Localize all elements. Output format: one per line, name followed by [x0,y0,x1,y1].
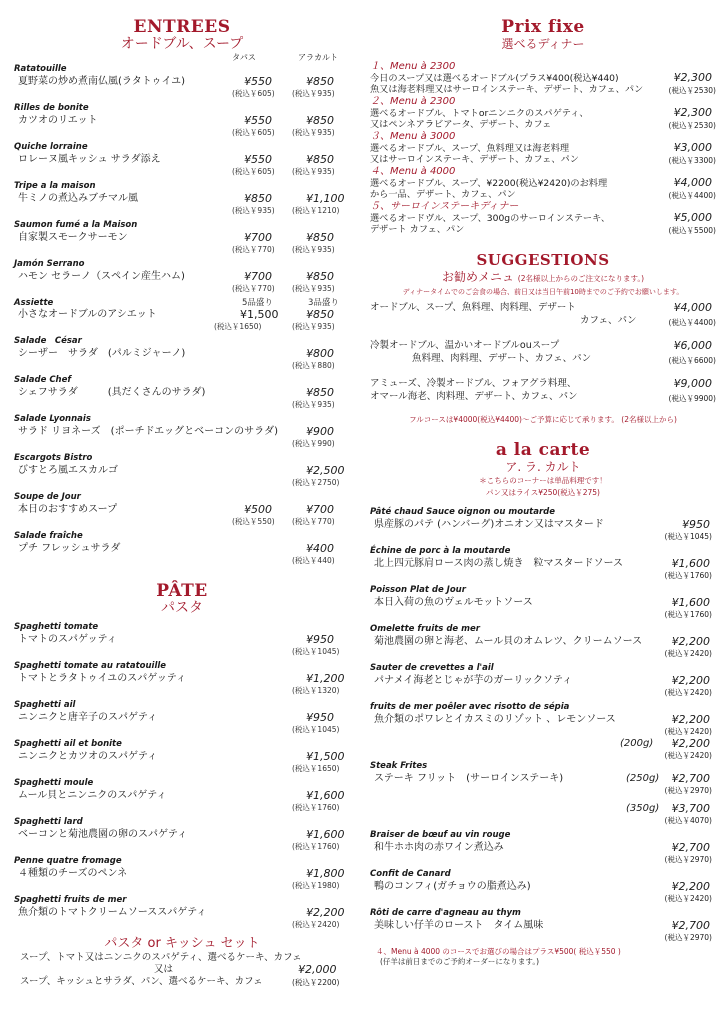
suggestions-subtitle: お勧めメニュ (2名様以上からのご注文になります。) [441,270,645,284]
entree-item-price-tapas: ¥850 [244,192,272,205]
carte-item-fr: Rôti de carre d'agneau au thym [370,908,521,918]
carte-item-fr: Échine de porc à la moutarde [370,546,511,556]
pate-item-price: ¥2,200 [306,906,345,919]
assiette-tax: (税込￥1650) (税込￥935) [214,322,335,331]
suggestion-line-1: 冷製オードブル、温かいオードブルouスープ ¥6,000 [370,339,712,352]
prix-menu-line: 又はサーロインステーキ、デザート、カフェ、パン (税込￥3300) [370,154,716,165]
entree-single-jp: シェフサラダ (具だくさんのサラダ) [18,387,206,398]
pate-item-price: ¥1,800 [306,867,345,880]
pate-item-jp: トマトとラタトゥイユのスパゲッティ [18,673,187,684]
pate-item-tax: (税込￥1320) [292,686,340,695]
carte-item [370,880,716,894]
steak-tax-350: (税込￥4070) [664,816,712,825]
pate-item-price: ¥1,200 [306,672,345,685]
alacarte-note-1: ＊こちらのコーナーは単品料理です！ [479,476,607,485]
pate-item-fr: Spaghetti lard [14,817,83,827]
fraiche-item-jp: プチ フレッシュサラダ [18,543,121,554]
pate-item-fr: Spaghetti moule [14,778,94,788]
set-price: ¥2,000 [298,963,337,976]
pate-item [14,828,350,842]
steak-row-350: (350g) ¥3,700 [626,802,710,815]
entree-item-jp: 牛ミノの煮込みブチマル風 [18,193,138,204]
carte-item-tax: (税込￥2420) [664,649,712,658]
pate-item-tax: (税込￥2420) [292,920,340,929]
carte-item [370,518,716,532]
entree-single-tax: (税込￥2750) [292,478,340,487]
entrees-list [14,64,350,570]
pate-item-price: ¥950 [306,711,334,724]
fraiche-item-price: ¥400 [306,542,334,555]
carte-item-jp: 魚介類のポワレとイカスミのリゾット 、レモンソース [374,714,616,725]
suggestion-tax: (税込￥6600) [668,356,716,365]
pate-item-price: ¥1,600 [306,828,345,841]
pate-subtitle: パスタ [161,600,203,616]
pate-item [14,672,350,686]
carte-item-tax: (税込￥2420) [664,894,712,903]
prix-menu-line: 選べるオードブル、スープ、魚料理又は海老料理 ¥3,000 [370,141,712,154]
steak-tax-200: (税込￥2420) [664,751,712,760]
steak-price-200: ¥2,200 [671,737,710,750]
entree-single [14,464,350,478]
suggestion-price: ¥4,000 [673,301,712,314]
entree-item-fr: Saumon fumé a la Maison [14,220,138,230]
entree-item-price-tapas: ¥550 [244,153,272,166]
fraiche-item-tax: (税込￥440) [292,556,335,565]
carte-item [370,596,716,610]
carte-item-fr: Omelette fruits de mer [370,624,480,634]
fraiche-item-fr: Salade fraîche [14,531,83,541]
pate-item-fr: Spaghetti ail et bonite [14,739,122,749]
assiette-fr: Assiette [14,298,54,308]
entrees-subtitle: オードブル、スープ [120,36,244,52]
prix-fixe-subtitle: 選べるディナー [501,37,585,51]
pate-item [14,711,350,725]
carte-item-jp: 県産豚のパテ (ハンバーグ)オニオン又はマスタード [374,519,604,530]
entree-item-price-alacarte: ¥850 [306,270,334,283]
entree-single [14,425,350,439]
prix-menu-line: 今日のスープ又は選べるオードブル(プラス¥400(税込¥440) ¥2,300 [370,71,712,84]
prix-menu-price: ¥5,000 [673,211,712,224]
pate-item-jp: ニンニクと唐辛子のスパゲティ [18,712,158,723]
pate-item-price: ¥1,600 [306,789,345,802]
pate-item-jp: ベーコンと菊池農園の卵のスパゲティ [18,829,188,840]
entree-single-price: ¥800 [306,347,334,360]
pate-item-tax: (税込￥1760) [292,842,340,851]
assiette-quantities: 5品盛り 3品盛り [242,298,339,308]
entree-single-fr: Salade César [14,336,82,346]
prix-menu-line: デザート カフェ、パン (税込￥5500) [370,224,716,235]
set-line-1: スープ、トマト又はニンニクのスパゲティ、選べるケーキ、カフェ [20,952,302,963]
entree-item-tax: (税込￥770) (税込￥935) [232,284,335,293]
entree-item-price-alacarte: ¥850 [306,231,334,244]
prix-menu-line: 選べるオードブル、トマトorニンニクのスパゲティ、 ¥2,300 [370,106,712,119]
carte-item-tax: (税込￥1045) [664,532,712,541]
prix-menu-head: ４、Menu à 4000 [370,166,456,177]
soupe-item-jp: 本日のおすすめスープ [18,504,118,515]
carte-item-price: ¥950 [682,518,710,531]
prix-menu-tax: (税込￥5500) [668,226,716,235]
prix-menu-tax: (税込￥2530) [668,86,716,95]
entrees-title: ENTREES [133,17,231,37]
entree-single-fr: Escargots Bistro [14,453,93,463]
alacarte-foot-2: (仔羊は前日までのご予約オーダーになります。) [380,957,540,966]
carte-item-price: ¥2,200 [671,880,710,893]
pate-list [14,622,350,934]
entree-item-tax: (税込￥605) (税込￥935) [232,89,335,98]
entree-item-price-alacarte: ¥850 [306,114,334,127]
prix-menu-head: ５、サーロインステーキディナー [370,201,519,212]
carte-item [370,557,716,571]
entree-single [14,347,350,361]
entree-item-fr: Rilles de bonite [14,103,89,113]
pate-item [14,867,350,881]
carte-item-jp: 和牛ホホ肉の赤ワイン煮込み [374,842,504,853]
pate-item-fr: Spaghetti tomate [14,622,99,632]
suggestion-line-2: オマール海老、肉料理、デザート、カフェ、パン (税込￥9900) [370,391,716,403]
carte-item-fr: Sauter de crevettes a l'ail [370,663,494,673]
prix-menu-tax: (税込￥2530) [668,121,716,130]
entree-item-price-tapas: ¥700 [244,270,272,283]
suggestions-title: SUGGESTIONS [476,251,610,269]
pate-item-jp: ４種類のチーズのペンネ [18,868,128,879]
carte-item-jp: 鴨のコンフィ(ガチョウの脂煮込み) [374,881,531,892]
entree-item-fr: Tripe a la maison [14,181,96,191]
carte-item-price: ¥2,200 [671,635,710,648]
prix-menu-tax: (税込￥4400) [668,191,716,200]
full-course-note: フルコースは¥4000(税込¥4400)～ご予算に応じて承ります。 (2名様以上から) [409,415,677,424]
entree-single [14,386,350,400]
entrees-column-header [14,52,350,64]
entree-single-price: ¥2,500 [306,464,345,477]
carte-item-tax: (税込￥2970) [664,855,712,864]
pate-item [14,906,350,920]
col-tapas: タパス [232,53,256,62]
prix-menu-head: ３、Menu à 3000 [370,131,456,142]
entree-item-fr: Ratatouille [14,64,67,74]
pate-item-price: ¥1,500 [306,750,345,763]
pate-item-tax: (税込￥1045) [292,725,340,734]
prix-fixe-title: Prix fixe [501,17,585,37]
prix-menu-line: 選べるオードブル、スープ、¥2200(税込¥2420)のお料理 ¥4,000 [370,176,712,189]
pate-item-jp: トマトのスパゲッティ [18,634,117,645]
entree-item-jp: 自家製スモークサーモン [18,232,128,243]
entree-item-price-tapas: ¥550 [244,114,272,127]
carte-item-tax: (税込￥2420) [664,688,712,697]
suggestion-line-1: オードブル、スープ、魚料理、肉料理、デザート ¥4,000 [370,301,712,314]
soupe-item-tax: (税込￥550) (税込￥770) [232,517,335,526]
entree-item-fr: Jamón Serrano [14,259,85,269]
prix-menu-head: １、Menu à 2300 [370,61,456,72]
carte-item-fr: Braiser de bœuf au vin rouge [370,830,511,840]
carte-item-fr: fruits de mer poêler avec risotto de sépia [370,702,570,712]
pate-item-tax: (税込￥1760) [292,803,340,812]
entree-item-tax: (税込￥605) (税込￥935) [232,128,335,137]
prix-menu-price: ¥4,000 [673,176,712,189]
prix-menu-line: 魚又は海老料理又はサーロインステーキ、デザート、カフェ、パン (税込￥2530) [370,84,716,95]
entree-item [14,270,350,284]
entree-item-jp: ハモン セラーノ（スペイン産生ハム) [18,271,185,282]
carte-item-price: ¥2,200 [671,713,710,726]
entree-single-tax: (税込￥935) [292,400,335,409]
entree-item-tax: (税込￥935) (税込￥1210) [232,206,340,215]
entree-item [14,231,350,245]
suggestion-line-1: アミューズ、冷製オードブル、フォアグラ料理、 ¥9,000 [370,377,712,390]
prix-menu-tax: (税込￥3300) [668,156,716,165]
entree-item [14,75,350,89]
prix-fixe-list [370,60,716,235]
carte-item-jp: 美味しい仔羊のロースト タイム風味 [374,920,544,931]
carte-item-jp: 北上四元豚肩ロース肉の蒸し焼き 粒マスタードソース [374,558,623,569]
pate-item [14,750,350,764]
entree-item-price-tapas: ¥700 [244,231,272,244]
assiette-jp: 小さなオードブルのアシエット [18,309,157,320]
entree-single-jp: サラド リヨネーズ (ポーチドエッグとベーコンのサラダ) [18,426,278,437]
pate-item-tax: (税込￥1045) [292,647,340,656]
entree-item-price-alacarte: ¥1,100 [306,192,345,205]
entree-item [14,153,350,167]
set-tax: (税込￥2200) [292,978,340,987]
entree-single-tax: (税込￥990) [292,439,335,448]
steak-row-200: (200g) ¥2,200 [620,737,710,750]
steak-row-1: ステーキ フリット (サーロインステーキ) (250g) ¥2,700 [374,772,710,785]
carte-item-fr: Poisson Plat de Jour [370,585,466,595]
pate-item-price: ¥950 [306,633,334,646]
prix-menu-price: ¥2,300 [673,106,712,119]
pate-item-jp: ニンニクとカツオのスパゲティ [18,751,158,762]
steak-price-250: ¥2,700 [671,772,710,785]
suggestions-note: ディナータイムでのご会食の場合、前日又は当日午前10時までのご予約でお願いします。 [402,288,684,296]
alacarte-list [370,507,716,761]
carte-item-jp: 菊池農園の卵と海老、ムール貝のオムレツ、クリームソース [374,636,643,647]
alacarte-list-2 [370,830,716,947]
soupe-item-fr: Soupe de Jour [14,492,81,502]
assiette-price-5: ¥1,500 [240,308,279,321]
alacarte-subtitle: ア. ラ. カルト [505,460,581,474]
carte-item [370,635,716,649]
suggestion-line-2: 魚料理、肉料理、デザート、カフェ、パン (税込￥6600) [412,353,716,365]
carte-item-fr: Pâté chaud Sauce oignon ou moutarde [370,507,555,517]
carte-item-tax: (税込￥1760) [664,571,712,580]
entree-item [14,192,350,206]
pate-item-fr: Spaghetti tomate au ratatouille [14,661,167,671]
pate-item-tax: (税込￥1650) [292,764,340,773]
suggestion-tax: (税込￥9900) [668,394,716,403]
prix-menu-head: ２、Menu à 2300 [370,96,456,107]
entree-item-jp: 夏野菜の炒め煮南仏風(ラタトゥイユ) [18,76,186,87]
prix-menu-line: から一品、デザート、カフェ、パン (税込￥4400) [370,189,716,200]
suggestion-tax: (税込￥4400) [668,318,716,327]
carte-item-tax: (税込￥2970) [664,933,712,942]
pate-item-fr: Spaghetti ail [14,700,76,710]
carte-item [370,919,716,933]
pate-item-tax: (税込￥1980) [292,881,340,890]
carte-item-price: ¥2,700 [671,919,710,932]
entree-item-price-alacarte: ¥850 [306,75,334,88]
entree-single-jp: シーザー サラダ (パルミジャーノ) [18,348,186,359]
pate-item [14,633,350,647]
soupe-item-price-alacarte: ¥700 [306,503,334,516]
set-title: パスタ or キッシュ セット [104,936,260,951]
entree-single-fr: Salade Chef [14,375,72,385]
set-line-2: スープ、キッシュとサラダ、パン、選べるケーキ、カフェ (税込￥2200) [20,976,340,987]
entree-item-tax: (税込￥770) (税込￥935) [232,245,335,254]
entree-item-jp: ロレーヌ風キッシュ サラダ添え [18,154,161,165]
carte-item-price: ¥2,200 [671,674,710,687]
alacarte-foot-1: ４、Menu à 4000 のコースでお選びの場合はプラス¥500( 税込￥550 ) [376,947,621,956]
carte-item-price: ¥1,600 [671,557,710,570]
carte-item-tax: (税込￥1760) [664,610,712,619]
pate-item [14,789,350,803]
steak-fr: Steak Frites [370,761,428,771]
steak-price-350: ¥3,700 [671,802,710,815]
entree-single-tax: (税込￥880) [292,361,335,370]
suggestions-list [370,301,716,415]
soupe-item-price-tapas: ¥500 [244,503,272,516]
entree-single-price: ¥850 [306,386,334,399]
prix-menu-price: ¥2,300 [673,71,712,84]
carte-item-fr: Confit de Canard [370,869,451,879]
entree-item-tax: (税込￥605) (税込￥935) [232,167,335,176]
entree-single-price: ¥900 [306,425,334,438]
entree-single-jp: びすとろ風エスカルゴ [18,465,118,476]
soupe-item [14,503,350,517]
prix-menu-line: 選べるオードヴル、スープ、300gのサーロインステーキ、 ¥5,000 [370,211,712,224]
suggestion-line-2: カフェ、パン (税込￥4400) [580,315,716,327]
entree-item [14,114,350,128]
carte-item-jp: パナメイ海老とじゃが芋のガーリックソティ [374,675,573,686]
carte-item [370,674,716,688]
entree-single-fr: Salade Lyonnais [14,414,91,424]
alacarte-note-2: パン又はライス¥250(税込￥275) [486,488,600,497]
suggestion-price: ¥6,000 [673,339,712,352]
pate-item-jp: 魚介類のトマトクリームソーススパゲティ [18,907,207,918]
entree-item-price-tapas: ¥550 [244,75,272,88]
carte-item [370,841,716,855]
carte-item-jp: 本日入荷の魚のヴェルモットソース [374,597,533,608]
right-column [370,0,716,967]
set-line-or: 又は ¥2,000 [154,963,337,976]
pate-title: PÂTE [156,581,208,601]
fraiche-item [14,542,350,556]
entree-item-fr: Quiche lorraine [14,142,88,152]
entree-item-price-alacarte: ¥850 [306,153,334,166]
entree-item-jp: カツオのリエット [18,115,98,126]
steak-tax-250: (税込￥2970) [664,786,712,795]
pate-item-fr: Penne quatre fromage [14,856,122,866]
alacarte-title: a la carte [495,440,591,460]
carte-item-tax: (税込￥2420) [664,727,712,736]
carte-item-price: ¥2,700 [671,841,710,854]
pate-item-fr: Spaghetti fruits de mer [14,895,127,905]
carte-item [370,713,716,727]
carte-item-price: ¥1,600 [671,596,710,609]
pate-item-jp: ムール貝とニンニクのスパゲティ [18,790,167,801]
assiette-price-3: ¥850 [306,308,334,321]
suggestion-price: ¥9,000 [673,377,712,390]
prix-menu-price: ¥3,000 [673,141,712,154]
col-alacarte: アラカルト [298,53,338,62]
assiette-item [14,308,350,322]
prix-menu-line: 又はペンネアラビアータ、デザート、カフェ (税込￥2530) [370,119,716,130]
left-column [14,0,350,988]
